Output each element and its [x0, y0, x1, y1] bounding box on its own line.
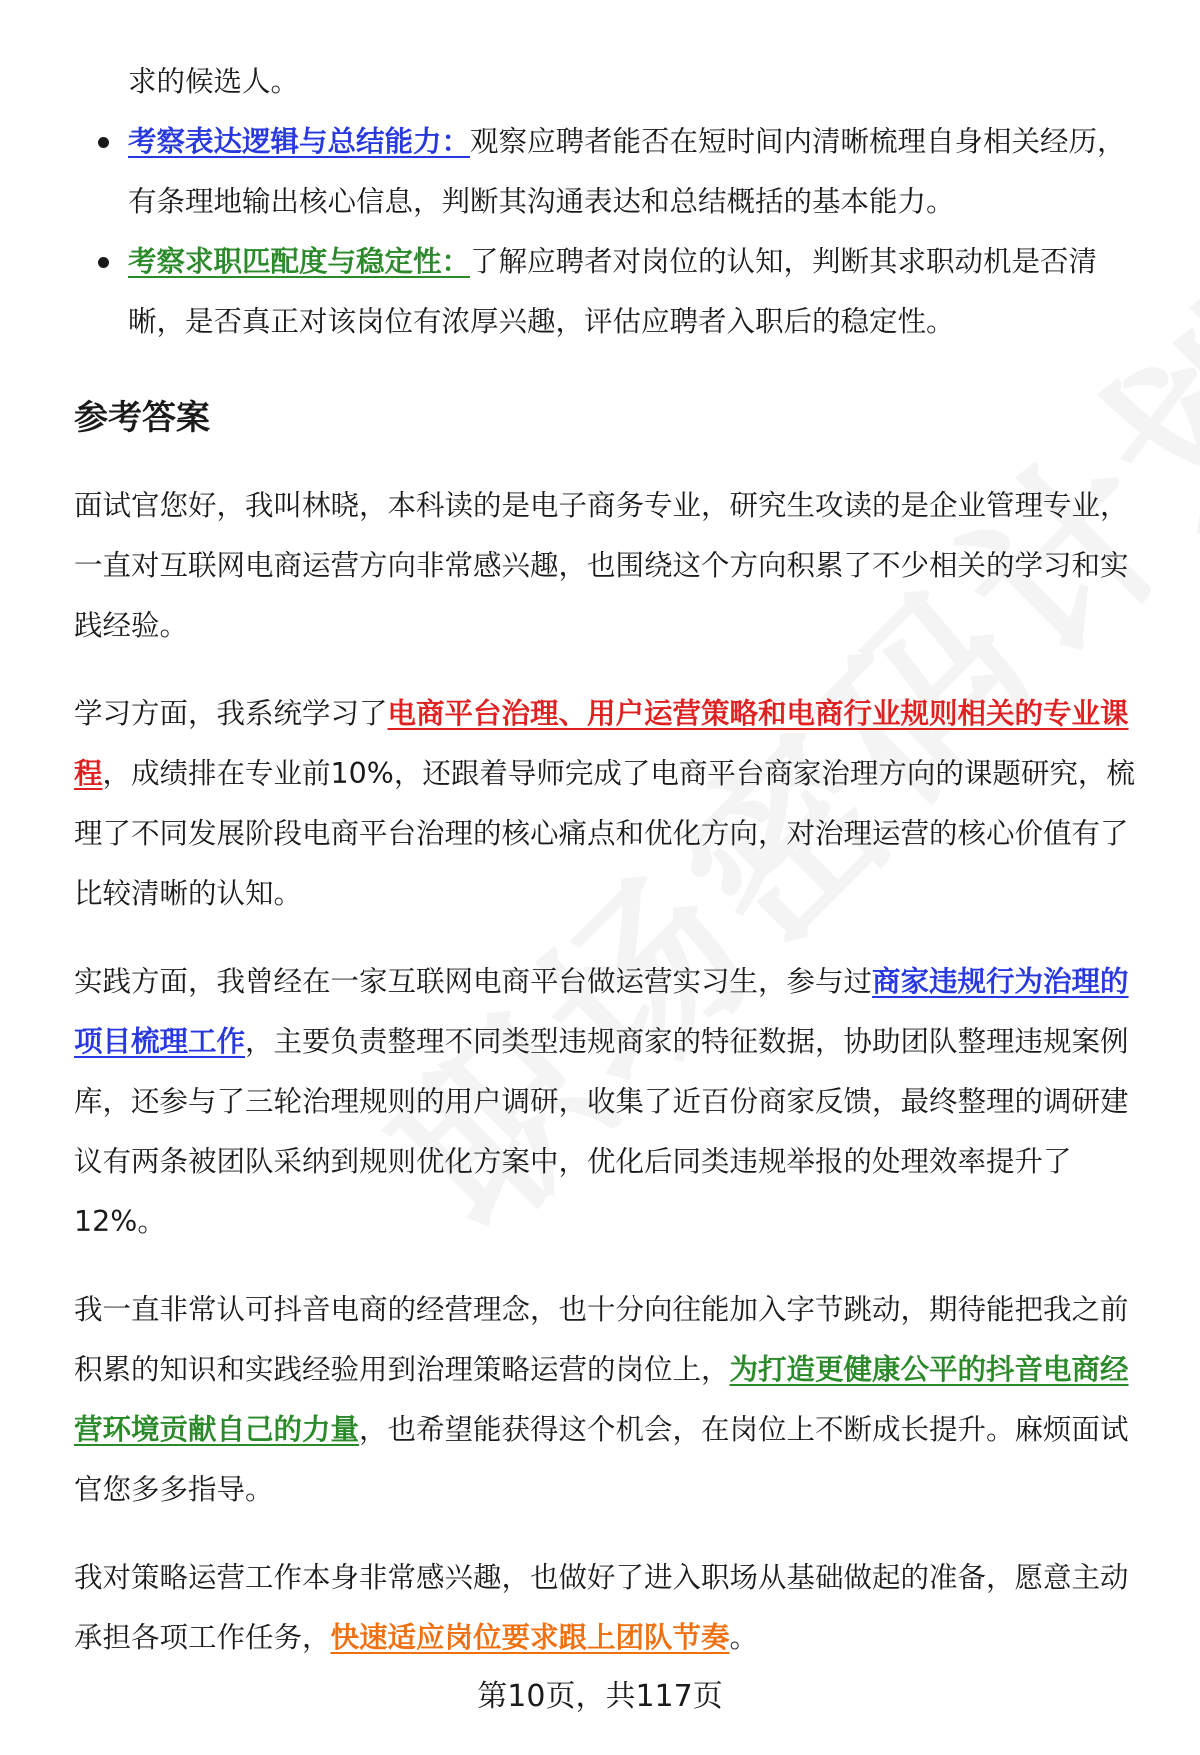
text-span: ，成绩排在专业前10%，还跟着导师完成了电商平台商家治理方向的课题研究，梳理了不同发展阶段电商平台治理的核心痛点和优化方向，对治理运营的核心价值有了比较清晰的认知。	[74, 757, 1135, 910]
highlight-keyword: 电商平台治理、用户运营策略和电商行业规则相关的专业课程	[74, 697, 1129, 790]
bullet-text: 了解应聘者对岗位的认知，判断其求职动机是否清晰，是否真正对该岗位有浓厚兴趣，评估应聘者入职后的稳定性。	[128, 245, 1098, 338]
bullet-list	[74, 112, 1146, 352]
bullet-text: 观察应聘者能否在短时间内清晰梳理自身相关经历，有条理地输出核心信息，判断其沟通表达和总结概括的基本能力。	[128, 125, 1126, 218]
text-span: 实践方面，我曾经在一家互联网电商平台做运营实习生，参与过	[74, 965, 873, 998]
paragraph-intro: 面试官您好，我叫林晓，本科读的是电子商务专业，研究生攻读的是企业管理专业，一直对互联网电商运营方向非常感兴趣，也围绕这个方向积累了不少相关的学习和实践经验。	[74, 489, 1129, 642]
document-body	[74, 52, 1146, 1696]
text-span: 我对策略运营工作本身非常感兴趣，也做好了进入职场从基础做起的准备，愿意主动承担各项工作任务，	[74, 1561, 1129, 1654]
text-span: 学习方面，我系统学习了	[74, 697, 388, 730]
bullet-keyword: 考察求职匹配度与稳定性：	[128, 245, 471, 278]
paragraph-attitude	[74, 1548, 1146, 1668]
highlight-keyword: 为打造更健康公平的抖音电商经营环境贡献自己的力量	[74, 1353, 1129, 1446]
bullet-item-fit	[74, 232, 1146, 352]
continued-text: 求的候选人。	[128, 65, 300, 98]
text-span: ，主要负责整理不同类型违规商家的特征数据，协助团队整理违规案例库，还参与了三轮治理规则的用户调研，收集了近百份商家反馈，最终整理的调研建议有两条被团队采纳到规则优化方案中，优化后同类违规举报的处理效率提升了12%。	[74, 1025, 1129, 1238]
text-span: ，也希望能获得这个机会，在岗位上不断成长提升。麻烦面试官您多多指导。	[74, 1413, 1129, 1506]
text-span: 我一直非常认可抖音电商的经营理念，也十分向往能加入字节跳动，期待能把我之前积累的知识和实践经验用到治理策略运营的岗位上，	[74, 1293, 1129, 1386]
paragraph-study	[74, 684, 1146, 924]
highlight-keyword: 快速适应岗位要求跟上团队节奏	[330, 1621, 730, 1654]
paragraph-practice	[74, 952, 1146, 1252]
page-number: 第10页，共117页	[477, 1679, 723, 1714]
paragraph-motivation	[74, 1280, 1146, 1520]
bullet-item-expression	[74, 112, 1146, 232]
text-span: 。	[729, 1621, 759, 1654]
highlight-keyword: 商家违规行为治理的项目梳理工作	[74, 965, 1129, 1058]
section-title: 参考答案	[74, 398, 210, 438]
bullet-keyword: 考察表达逻辑与总结能力：	[128, 125, 471, 158]
